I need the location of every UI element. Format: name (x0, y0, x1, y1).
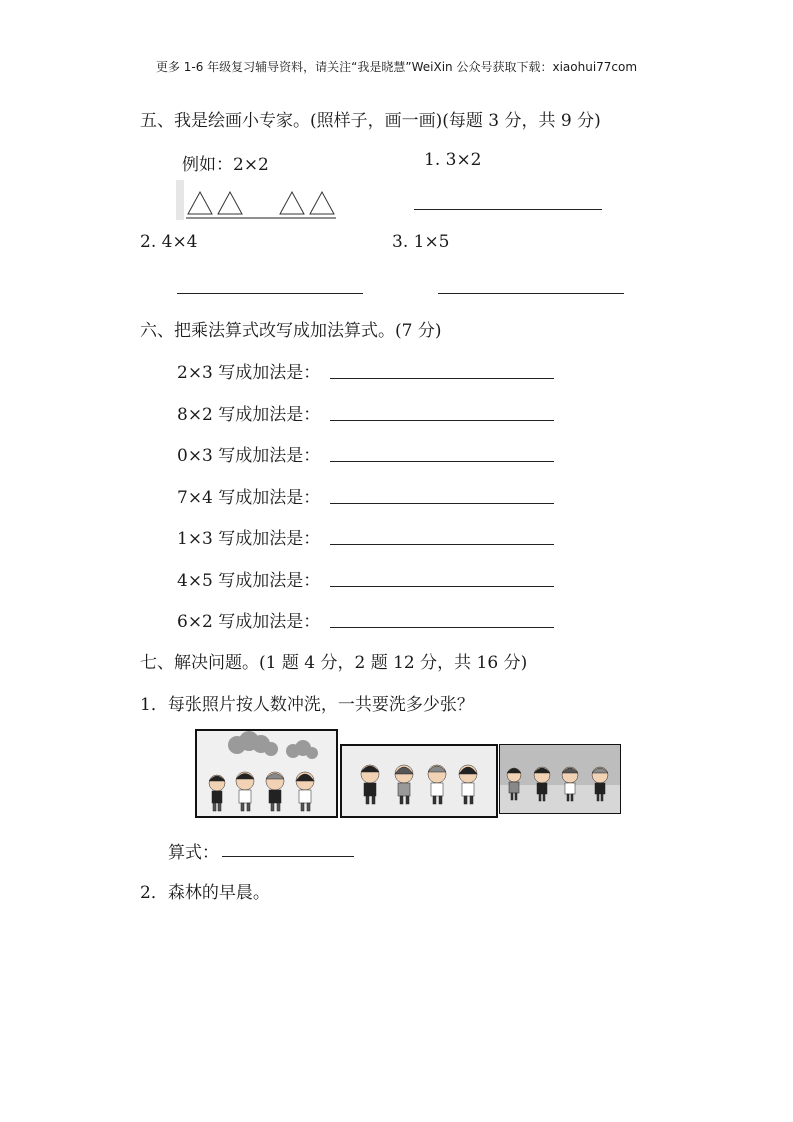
question-5-1: 1. 3×2 (424, 150, 482, 170)
section-5-title: 五、我是绘画小专家。(照样子，画一画)(每题 3 分，共 9 分) (140, 111, 601, 131)
answer-line-5-2[interactable] (177, 292, 363, 294)
photo-1-illustration (197, 731, 336, 816)
example-label: 例如：2×2 (182, 155, 269, 175)
conversion-answer-line-5[interactable] (330, 543, 554, 545)
conversion-label-3: 0×3 写成加法是： (177, 446, 321, 466)
answer-line-5-3[interactable] (438, 292, 624, 294)
conversion-label-2: 8×2 写成加法是： (177, 405, 321, 425)
conversion-answer-line-6[interactable] (330, 585, 554, 587)
section-7-title: 七、解决问题。(1 题 4 分，2 题 12 分，共 16 分) (140, 653, 528, 673)
example-triangles (176, 180, 338, 222)
conversion-answer-line-2[interactable] (330, 419, 554, 421)
triangle-1 (188, 192, 212, 214)
triangle-2 (218, 192, 242, 214)
photo-3-illustration (500, 745, 620, 813)
conversion-answer-line-4[interactable] (330, 502, 554, 504)
conversion-label-7: 6×2 写成加法是： (177, 612, 321, 632)
conversion-label-1: 2×3 写成加法是： (177, 363, 321, 383)
group-photo-2 (340, 744, 498, 818)
conversion-answer-line-3[interactable] (330, 460, 554, 462)
question-5-3: 3. 1×5 (392, 232, 450, 252)
gray-margin-strip (176, 180, 184, 220)
conversion-label-5: 1×3 写成加法是： (177, 529, 321, 549)
formula-answer-line[interactable] (222, 855, 354, 857)
answer-line-5-1[interactable] (414, 208, 602, 210)
question-7-1: 1．每张照片按人数冲洗，一共要洗多少张？ (140, 695, 474, 715)
conversion-label-6: 4×5 写成加法是： (177, 571, 321, 591)
group-photo-3 (499, 744, 621, 814)
group-photo-1 (195, 729, 338, 818)
conversion-label-4: 7×4 写成加法是： (177, 488, 321, 508)
page-header-note: 更多 1-6 年级复习辅导资料，请关注“我是晓慧”WeiXin 公众号获取下载：xiaohui77com (155, 60, 638, 74)
photo-2-illustration (342, 746, 496, 816)
question-7-2: 2．森林的早晨。 (140, 883, 270, 903)
section-6-title: 六、把乘法算式改写成加法算式。(7 分) (140, 321, 442, 341)
conversion-answer-line-1[interactable] (330, 377, 554, 379)
triangle-3 (280, 192, 304, 214)
triangle-4 (310, 192, 334, 214)
question-5-2: 2. 4×4 (140, 232, 198, 252)
conversion-answer-line-7[interactable] (330, 626, 554, 628)
formula-label: 算式： (168, 843, 219, 863)
